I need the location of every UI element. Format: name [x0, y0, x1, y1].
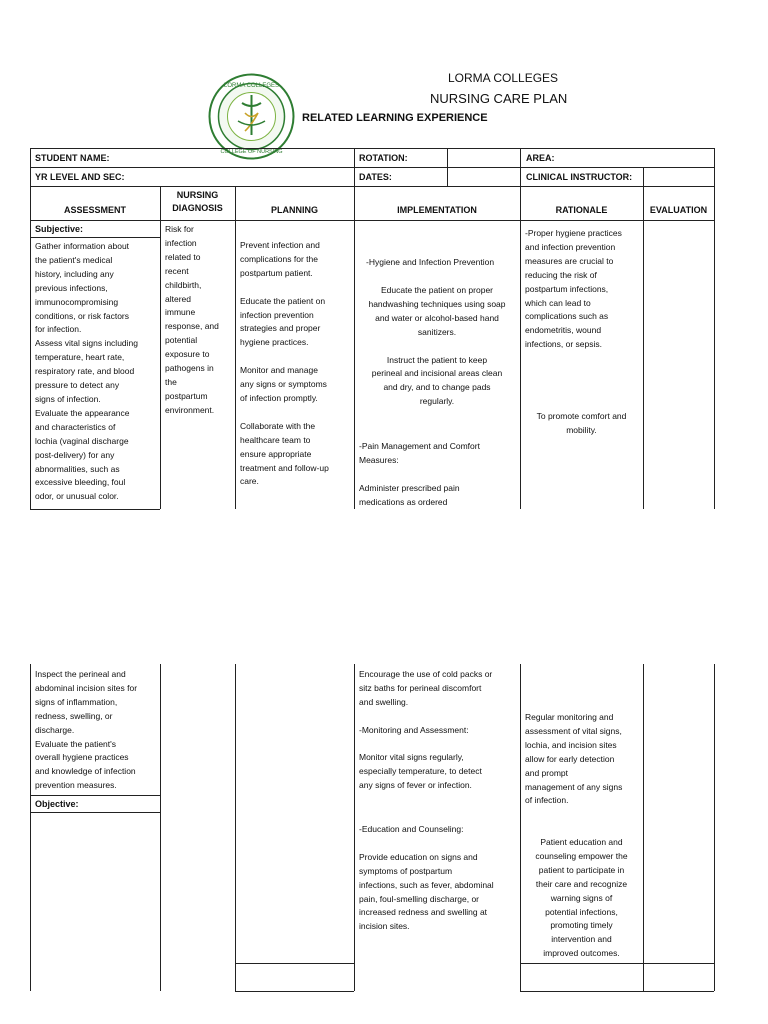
svg-text:COLLEGE OF NURSING: COLLEGE OF NURSING: [220, 149, 283, 155]
clinical-instructor-label: CLINICAL INSTRUCTOR:: [526, 172, 633, 182]
assessment-continued-text: Inspect the perineal and abdominal incision sites for signs of inflammation, redness, swelling, or discharge. Evaluate the patient's overall hygiene practices and knowledge of infection prevention measures.: [35, 669, 138, 791]
implementation-pain-text: -Pain Management and Comfort Measures: Administer prescribed pain medications as ordered: [359, 441, 480, 507]
objective-label: Objective:: [35, 799, 79, 809]
rationale-comfort-text: To promote comfort and mobility.: [536, 411, 627, 435]
college-logo: [208, 73, 295, 160]
rationale-education-text: Patient education and counseling empower the patient to participate in their care and recognize warning signs of potential infections, promoting timely intervention and improved outcomes.: [535, 837, 628, 959]
svg-text:LORMA COLLEGES: LORMA COLLEGES: [223, 83, 280, 89]
nursing-diagnosis-header: NURSING DIAGNOSIS: [172, 190, 223, 213]
subjective-label: Subjective:: [35, 224, 84, 234]
assessment-header: ASSESSMENT: [63, 205, 126, 215]
implementation-heading: -Hygiene and Infection Prevention: [366, 257, 495, 267]
rotation-label: ROTATION:: [359, 153, 408, 163]
plan-subtitle: RELATED LEARNING EXPERIENCE: [302, 112, 488, 124]
evaluation-header: EVALUATION: [649, 205, 708, 215]
plan-title: NURSING CARE PLAN: [430, 91, 568, 106]
planning-header: PLANNING: [271, 205, 318, 215]
nursing-diagnosis-text: Risk for infection related to recent childbirth, altered immune response, and potential exposure to pathogens in the postpartum environment.: [165, 224, 219, 415]
area-label: AREA:: [526, 153, 555, 163]
implementation-education-text: -Education and Counseling: Provide education on signs and symptoms of postpartum infections, such as fever, abdominal pain, foul-smelling discharge, or increased redness and swelling at incision sites.: [359, 824, 494, 932]
implementation-comfort-monitoring-text: Encourage the use of cold packs or sitz baths for perineal discomfort and swelling. -Monitoring and Assessment: Monitor vital signs regularly, especially temperature, to detect any signs of fever or infection.: [359, 669, 493, 791]
yr-level-label: YR LEVEL AND SEC:: [35, 172, 125, 182]
implementation-header: IMPLEMENTATION: [397, 205, 477, 215]
student-name-label: STUDENT NAME:: [35, 153, 110, 163]
dates-label: DATES:: [359, 172, 392, 182]
assessment-text: Gather information about the patient's medical history, including any previous infections, immunocompromising conditions, or risk factors for infection. Assess vital signs including temperature, heart rate, respiratory rate, and blood pressure to detect any signs of infection. Evaluate the appearance and characteristics of lochia (vaginal discharge post-delivery) for any abnormalities, such as excessive bleeding, foul odor, or unusual color.: [35, 241, 138, 502]
rationale-header: RATIONALE: [555, 205, 608, 215]
rationale-monitoring-text: Regular monitoring and assessment of vital signs, lochia, and incision sites allow for early detection and prompt management of any signs of infection.: [525, 712, 623, 806]
implementation-hygiene-text: Educate the patient on proper handwashing techniques using soap and water or alcohol-based hand sanitizers. Instruct the patient to keep perineal and incisional areas clean and dry, and to change pads regularly.: [368, 285, 506, 407]
rationale-hygiene-text: -Proper hygiene practices and infection prevention measures are crucial to reducing the risk of postpartum infections, which can lead to complications such as endometritis, wound infections, or sepsis.: [525, 228, 622, 350]
school-name: LORMA COLLEGES: [448, 71, 559, 85]
planning-text: Prevent infection and complications for the postpartum patient. Educate the patient on infection prevention strategies and proper hygiene practices. Monitor and manage any signs or symptoms of infection promptly. Collaborate with the healthcare team to ensure appropriate treatment and follow-up care.: [240, 240, 329, 487]
